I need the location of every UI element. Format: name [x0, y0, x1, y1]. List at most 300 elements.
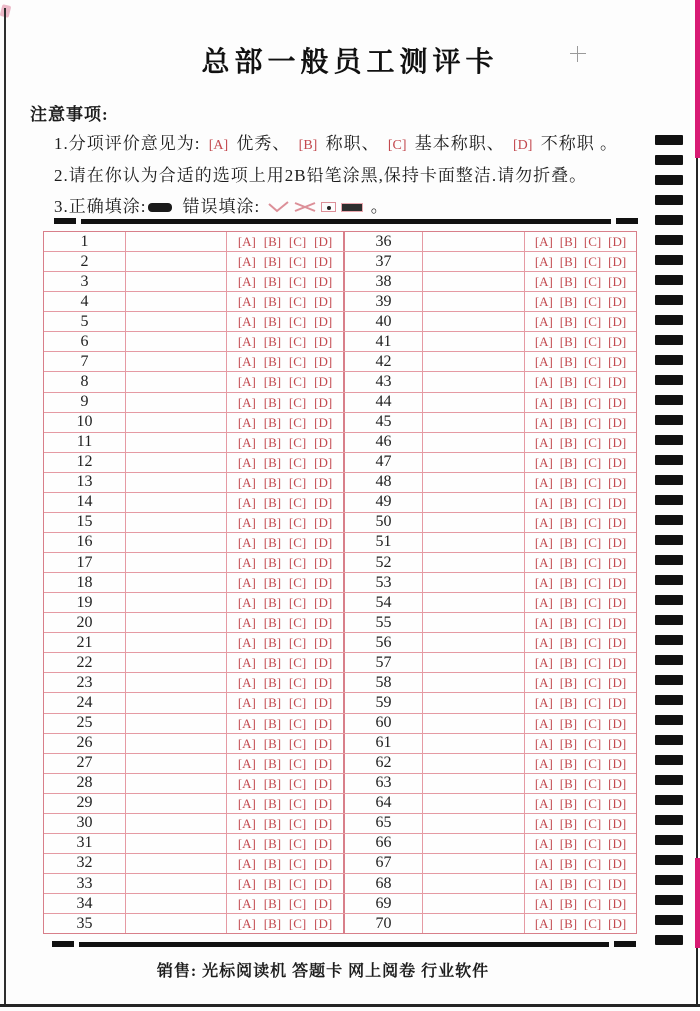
bubble-b[interactable]: [B]	[263, 916, 282, 932]
bubble-a[interactable]: [A]	[237, 334, 256, 350]
bubble-b[interactable]: [B]	[263, 394, 282, 410]
bubble-c[interactable]: [C]	[583, 494, 602, 510]
bubble-b[interactable]: [B]	[263, 374, 282, 390]
bubble-d[interactable]: [D]	[608, 234, 627, 250]
bubble-a[interactable]: [A]	[534, 675, 553, 691]
bubble-c[interactable]: [C]	[288, 835, 307, 851]
answer-row	[44, 372, 636, 392]
bubble-c[interactable]: [C]	[288, 494, 307, 510]
bubble-d[interactable]: [D]	[314, 775, 333, 791]
bubble-b[interactable]: [B]	[559, 835, 578, 851]
bubble-b[interactable]: [B]	[559, 675, 578, 691]
bubble-b[interactable]: [B]	[559, 595, 578, 611]
bubble-a[interactable]: [A]	[534, 294, 553, 310]
bubble-c[interactable]: [C]	[583, 254, 602, 270]
bubble-d[interactable]: [D]	[314, 534, 333, 550]
bubble-c[interactable]: [C]	[583, 474, 602, 490]
bubble-b[interactable]: [B]	[263, 635, 282, 651]
bubble-d[interactable]: [D]	[608, 896, 627, 912]
bubble-c[interactable]: [C]	[583, 876, 602, 892]
bubble-b[interactable]: [B]	[263, 334, 282, 350]
bubble-a[interactable]: [A]	[534, 374, 553, 390]
bubble-d[interactable]: [D]	[608, 715, 627, 731]
bubble-d[interactable]: [D]	[608, 414, 627, 430]
bubble-c[interactable]: [C]	[288, 615, 307, 631]
bubble-c[interactable]: [C]	[288, 414, 307, 430]
bubble-b[interactable]: [B]	[263, 354, 282, 370]
bubble-d[interactable]: [D]	[608, 675, 627, 691]
bubble-d[interactable]: [D]	[314, 434, 333, 450]
bubble-b[interactable]: [B]	[263, 615, 282, 631]
bubble-d[interactable]: [D]	[314, 815, 333, 831]
bubble-d[interactable]: [D]	[314, 655, 333, 671]
option-bubbles	[227, 352, 345, 371]
bubble-a[interactable]: [A]	[534, 715, 553, 731]
bubble-b[interactable]: [B]	[263, 735, 282, 751]
bubble-d[interactable]: [D]	[314, 715, 333, 731]
bubble-a[interactable]: [A]	[534, 916, 553, 932]
bubble-b[interactable]: [B]	[559, 314, 578, 330]
bubble-c[interactable]: [C]	[288, 575, 307, 591]
bubble-d[interactable]: [D]	[608, 795, 627, 811]
bubble-c[interactable]: [C]	[288, 354, 307, 370]
bubble-b[interactable]: [B]	[559, 294, 578, 310]
bubble-d[interactable]: [D]	[314, 855, 333, 871]
bubble-a[interactable]: [A]	[534, 755, 553, 771]
bubble-d[interactable]: [D]	[314, 354, 333, 370]
bubble-b[interactable]: [B]	[559, 514, 578, 530]
bubble-c[interactable]: [C]	[583, 835, 602, 851]
bubble-d[interactable]: [D]	[608, 916, 627, 932]
bubble-b[interactable]: [B]	[559, 394, 578, 410]
bubble-a[interactable]: [A]	[237, 715, 256, 731]
option-bubbles	[227, 433, 345, 452]
bubble-b[interactable]: [B]	[263, 534, 282, 550]
bubble-b[interactable]: [B]	[559, 334, 578, 350]
bubble-a[interactable]: [A]	[534, 655, 553, 671]
bubble-c[interactable]: [C]	[288, 454, 307, 470]
bubble-d[interactable]: [D]	[314, 595, 333, 611]
bubble-b[interactable]: [B]	[559, 254, 578, 270]
bubble-b[interactable]: [B]	[263, 896, 282, 912]
timing-mark	[655, 835, 683, 845]
bubble-a[interactable]: [A]	[237, 474, 256, 490]
bubble-b[interactable]: [B]	[559, 354, 578, 370]
bubble-b[interactable]: [B]	[559, 876, 578, 892]
bubble-b[interactable]: [B]	[263, 715, 282, 731]
bubble-b[interactable]: [B]	[263, 655, 282, 671]
write-in-cell	[126, 894, 227, 913]
bubble-b[interactable]: [B]	[559, 555, 578, 571]
bubble-d[interactable]: [D]	[314, 755, 333, 771]
bubble-c[interactable]: [C]	[288, 715, 307, 731]
bubble-d[interactable]: [D]	[314, 916, 333, 932]
bubble-d[interactable]: [D]	[314, 835, 333, 851]
bubble-d[interactable]: [D]	[314, 254, 333, 270]
bubble-a[interactable]: [A]	[534, 354, 553, 370]
bubble-a[interactable]: [A]	[534, 334, 553, 350]
bubble-b[interactable]: [B]	[559, 454, 578, 470]
bubble-d[interactable]: [D]	[608, 555, 627, 571]
bubble-d[interactable]: [D]	[608, 294, 627, 310]
bubble-b[interactable]: [B]	[263, 294, 282, 310]
bubble-b[interactable]: [B]	[263, 414, 282, 430]
bubble-b[interactable]: [B]	[263, 454, 282, 470]
bubble-d[interactable]: [D]	[314, 294, 333, 310]
bubble-a[interactable]: [A]	[534, 615, 553, 631]
bubble-a[interactable]: [A]	[534, 234, 553, 250]
bubble-a[interactable]: [A]	[534, 735, 553, 751]
bubble-c[interactable]: [C]	[583, 896, 602, 912]
bubble-a[interactable]: [A]	[534, 795, 553, 811]
bubble-a[interactable]: [A]	[237, 916, 256, 932]
bubble-a[interactable]: [A]	[237, 274, 256, 290]
bubble-c[interactable]: [C]	[583, 695, 602, 711]
bubble-d[interactable]: [D]	[314, 334, 333, 350]
bubble-a[interactable]: [A]	[534, 474, 553, 490]
option-b-label: 称职、	[325, 134, 380, 153]
bubble-d[interactable]: [D]	[608, 755, 627, 771]
bubble-a[interactable]: [A]	[237, 595, 256, 611]
bubble-d[interactable]: [D]	[608, 595, 627, 611]
bubble-a[interactable]: [A]	[237, 755, 256, 771]
bubble-b[interactable]: [B]	[263, 494, 282, 510]
bubble-a[interactable]: [A]	[534, 595, 553, 611]
bubble-b[interactable]: [B]	[559, 615, 578, 631]
bubble-a[interactable]: [A]	[237, 855, 256, 871]
bubble-c[interactable]: [C]	[583, 715, 602, 731]
bubble-a[interactable]: [A]	[237, 896, 256, 912]
bubble-a[interactable]: [A]	[237, 394, 256, 410]
bubble-b[interactable]: [B]	[263, 474, 282, 490]
bubble-c[interactable]: [C]	[288, 655, 307, 671]
bubble-c[interactable]: [C]	[288, 775, 307, 791]
bubble-d[interactable]: [D]	[608, 876, 627, 892]
bubble-c[interactable]: [C]	[288, 374, 307, 390]
answer-row	[44, 413, 636, 433]
bubble-d[interactable]: [D]	[314, 896, 333, 912]
bubble-d[interactable]: [D]	[608, 815, 627, 831]
bubble-a[interactable]: [A]	[237, 695, 256, 711]
bubble-d[interactable]: [D]	[314, 374, 333, 390]
bubble-c[interactable]: [C]	[583, 334, 602, 350]
timing-mark	[655, 855, 683, 865]
bubble-b[interactable]: [B]	[559, 795, 578, 811]
bubble-b[interactable]: [B]	[559, 575, 578, 591]
bubble-b[interactable]: [B]	[263, 575, 282, 591]
bubble-a[interactable]: [A]	[534, 434, 553, 450]
bubble-a[interactable]: [A]	[534, 775, 553, 791]
bubble-a[interactable]: [A]	[237, 795, 256, 811]
bubble-a[interactable]: [A]	[237, 234, 256, 250]
bubble-d[interactable]: [D]	[608, 394, 627, 410]
bubble-d[interactable]: [D]	[314, 494, 333, 510]
bubble-d[interactable]: [D]	[608, 354, 627, 370]
bubble-c[interactable]: [C]	[288, 534, 307, 550]
bubble-b[interactable]: [B]	[559, 896, 578, 912]
bubble-c[interactable]: [C]	[583, 294, 602, 310]
bubble-a[interactable]: [A]	[237, 454, 256, 470]
bubble-c[interactable]: [C]	[583, 855, 602, 871]
bubble-c[interactable]: [C]	[583, 655, 602, 671]
bubble-b[interactable]: [B]	[559, 815, 578, 831]
bubble-c[interactable]: [C]	[288, 795, 307, 811]
bubble-c[interactable]: [C]	[288, 474, 307, 490]
bubble-c[interactable]: [C]	[583, 575, 602, 591]
bubble-a[interactable]: [A]	[237, 835, 256, 851]
bubble-d[interactable]: [D]	[608, 775, 627, 791]
bubble-c[interactable]: [C]	[583, 354, 602, 370]
bubble-b[interactable]: [B]	[559, 635, 578, 651]
bubble-b[interactable]: [B]	[559, 494, 578, 510]
bubble-a[interactable]: [A]	[237, 735, 256, 751]
bubble-c[interactable]: [C]	[288, 595, 307, 611]
bubble-d[interactable]: [D]	[608, 655, 627, 671]
bubble-a[interactable]: [A]	[237, 815, 256, 831]
bubble-d[interactable]: [D]	[608, 695, 627, 711]
bubble-a[interactable]: [A]	[237, 534, 256, 550]
bubble-a[interactable]: [A]	[237, 414, 256, 430]
bubble-d[interactable]: [D]	[608, 534, 627, 550]
option-bubbles	[227, 794, 345, 813]
bubble-c[interactable]: [C]	[288, 896, 307, 912]
bubble-c[interactable]: [C]	[288, 274, 307, 290]
bubble-a[interactable]: [A]	[237, 354, 256, 370]
bubble-a[interactable]: [A]	[237, 575, 256, 591]
bubble-c[interactable]: [C]	[583, 434, 602, 450]
bubble-a[interactable]: [A]	[534, 896, 553, 912]
bubble-d[interactable]: [D]	[314, 735, 333, 751]
bubble-b[interactable]: [B]	[263, 775, 282, 791]
write-in-cell	[423, 874, 525, 893]
bubble-c[interactable]: [C]	[583, 775, 602, 791]
bubble-a[interactable]: [A]	[237, 635, 256, 651]
question-number: 8	[44, 372, 126, 391]
bubble-b[interactable]: [B]	[263, 695, 282, 711]
bubble-c[interactable]: [C]	[583, 815, 602, 831]
bubble-d[interactable]: [D]	[314, 795, 333, 811]
bubble-d[interactable]: [D]	[314, 414, 333, 430]
bubble-d[interactable]: [D]	[608, 514, 627, 530]
bubble-d[interactable]: [D]	[608, 575, 627, 591]
bubble-d[interactable]: [D]	[608, 735, 627, 751]
bubble-d[interactable]: [D]	[314, 635, 333, 651]
bubble-b[interactable]: [B]	[559, 855, 578, 871]
bubble-a[interactable]: [A]	[237, 655, 256, 671]
bubble-a[interactable]: [A]	[237, 675, 256, 691]
bubble-a[interactable]: [A]	[534, 454, 553, 470]
bubble-b[interactable]: [B]	[263, 274, 282, 290]
bubble-d[interactable]: [D]	[314, 454, 333, 470]
bubble-a[interactable]: [A]	[534, 254, 553, 270]
bubble-b[interactable]: [B]	[559, 735, 578, 751]
bubble-c[interactable]: [C]	[288, 855, 307, 871]
bubble-a[interactable]: [A]	[237, 615, 256, 631]
bubble-d[interactable]: [D]	[314, 474, 333, 490]
bubble-a[interactable]: [A]	[237, 374, 256, 390]
bubble-d[interactable]: [D]	[314, 314, 333, 330]
bubble-d[interactable]: [D]	[608, 374, 627, 390]
bubble-c[interactable]: [C]	[583, 735, 602, 751]
bubble-a[interactable]: [A]	[534, 494, 553, 510]
bubble-c[interactable]: [C]	[288, 394, 307, 410]
bubble-c[interactable]: [C]	[583, 595, 602, 611]
bubble-d[interactable]: [D]	[608, 434, 627, 450]
bubble-b[interactable]: [B]	[559, 434, 578, 450]
bubble-b[interactable]: [B]	[263, 675, 282, 691]
bubble-b[interactable]: [B]	[263, 514, 282, 530]
bubble-b[interactable]: [B]	[263, 855, 282, 871]
bubble-c[interactable]: [C]	[583, 234, 602, 250]
bubble-c[interactable]: [C]	[583, 394, 602, 410]
bubble-a[interactable]: [A]	[237, 314, 256, 330]
question-number: 24	[44, 693, 126, 712]
bubble-c[interactable]: [C]	[583, 374, 602, 390]
bubble-d[interactable]: [D]	[314, 575, 333, 591]
bubble-b[interactable]: [B]	[263, 755, 282, 771]
bubble-a[interactable]: [A]	[534, 514, 553, 530]
bubble-a[interactable]: [A]	[237, 254, 256, 270]
bubble-d[interactable]: [D]	[608, 254, 627, 270]
bubble-c[interactable]: [C]	[288, 254, 307, 270]
bubble-c[interactable]: [C]	[288, 916, 307, 932]
bubble-c[interactable]: [C]	[288, 876, 307, 892]
bubble-c[interactable]: [C]	[288, 294, 307, 310]
bubble-c[interactable]: [C]	[583, 916, 602, 932]
bubble-b[interactable]: [B]	[559, 775, 578, 791]
bubble-c[interactable]: [C]	[583, 795, 602, 811]
bubble-d[interactable]: [D]	[608, 474, 627, 490]
bubble-d[interactable]: [D]	[608, 454, 627, 470]
bubble-a[interactable]: [A]	[237, 434, 256, 450]
bubble-d[interactable]: [D]	[314, 675, 333, 691]
bubble-c[interactable]: [C]	[583, 314, 602, 330]
bubble-d[interactable]: [D]	[314, 695, 333, 711]
option-bubbles	[227, 513, 345, 532]
bubble-b[interactable]: [B]	[559, 374, 578, 390]
bubble-a[interactable]: [A]	[534, 394, 553, 410]
write-in-cell	[126, 613, 227, 632]
bubble-c[interactable]: [C]	[583, 675, 602, 691]
bubble-c[interactable]: [C]	[583, 755, 602, 771]
bubble-a[interactable]: [A]	[534, 314, 553, 330]
bubble-b[interactable]: [B]	[559, 755, 578, 771]
bubble-b[interactable]: [B]	[559, 655, 578, 671]
bubble-d[interactable]: [D]	[608, 314, 627, 330]
bubble-b[interactable]: [B]	[263, 434, 282, 450]
bubble-d[interactable]: [D]	[314, 876, 333, 892]
bubble-b[interactable]: [B]	[559, 474, 578, 490]
bubble-d[interactable]: [D]	[314, 615, 333, 631]
bubble-a[interactable]: [A]	[534, 555, 553, 571]
bubble-a[interactable]: [A]	[237, 514, 256, 530]
bubble-a[interactable]: [A]	[237, 494, 256, 510]
bubble-c[interactable]: [C]	[288, 434, 307, 450]
bubble-d[interactable]: [D]	[314, 555, 333, 571]
bubble-c[interactable]: [C]	[288, 514, 307, 530]
bubble-a[interactable]: [A]	[237, 876, 256, 892]
bubble-c[interactable]: [C]	[288, 234, 307, 250]
bubble-c[interactable]: [C]	[583, 555, 602, 571]
bubble-c[interactable]: [C]	[288, 695, 307, 711]
bubble-c[interactable]: [C]	[583, 454, 602, 470]
bubble-a[interactable]: [A]	[237, 294, 256, 310]
bubble-b[interactable]: [B]	[263, 254, 282, 270]
bubble-a[interactable]: [A]	[534, 635, 553, 651]
bubble-a[interactable]: [A]	[534, 855, 553, 871]
bubble-a[interactable]: [A]	[534, 695, 553, 711]
bubble-b[interactable]: [B]	[263, 555, 282, 571]
bubble-d[interactable]: [D]	[608, 274, 627, 290]
bubble-c[interactable]: [C]	[288, 755, 307, 771]
bubble-b[interactable]: [B]	[559, 534, 578, 550]
bubble-d[interactable]: [D]	[314, 234, 333, 250]
bubble-b[interactable]: [B]	[559, 414, 578, 430]
bubble-b[interactable]: [B]	[263, 876, 282, 892]
bubble-b[interactable]: [B]	[263, 314, 282, 330]
bubble-c[interactable]: [C]	[583, 635, 602, 651]
instruction-2: 2.请在你认为合适的选项上用2B铅笔涂黑,保持卡面整洁.请勿折叠。	[54, 166, 588, 185]
bubble-d[interactable]: [D]	[314, 274, 333, 290]
bubble-b[interactable]: [B]	[559, 916, 578, 932]
bubble-c[interactable]: [C]	[288, 735, 307, 751]
bubble-d[interactable]: [D]	[608, 855, 627, 871]
bubble-d[interactable]: [D]	[608, 615, 627, 631]
bubble-b[interactable]: [B]	[263, 835, 282, 851]
bubble-a[interactable]: [A]	[237, 555, 256, 571]
bubble-b[interactable]: [B]	[263, 234, 282, 250]
bubble-b[interactable]: [B]	[559, 274, 578, 290]
bubble-a[interactable]: [A]	[534, 815, 553, 831]
bubble-b[interactable]: [B]	[263, 795, 282, 811]
bubble-b[interactable]: [B]	[559, 234, 578, 250]
bubble-c[interactable]: [C]	[288, 314, 307, 330]
write-in-cell	[126, 232, 227, 251]
bubble-d[interactable]: [D]	[608, 635, 627, 651]
bubble-d[interactable]: [D]	[608, 835, 627, 851]
bubble-b[interactable]: [B]	[263, 815, 282, 831]
bubble-b[interactable]: [B]	[559, 715, 578, 731]
bubble-c[interactable]: [C]	[583, 274, 602, 290]
bubble-c[interactable]: [C]	[288, 334, 307, 350]
bubble-a[interactable]: [A]	[534, 414, 553, 430]
bubble-d[interactable]: [D]	[608, 334, 627, 350]
timing-mark	[655, 535, 683, 545]
bubble-c[interactable]: [C]	[288, 675, 307, 691]
bubble-c[interactable]: [C]	[288, 635, 307, 651]
bubble-c[interactable]: [C]	[288, 555, 307, 571]
bubble-a[interactable]: [A]	[534, 274, 553, 290]
question-number: 11	[44, 433, 126, 452]
bubble-c[interactable]: [C]	[583, 414, 602, 430]
bubble-d[interactable]: [D]	[314, 394, 333, 410]
write-in-cell	[126, 774, 227, 793]
bubble-c[interactable]: [C]	[583, 534, 602, 550]
bubble-b[interactable]: [B]	[559, 695, 578, 711]
bubble-b[interactable]: [B]	[263, 595, 282, 611]
bubble-c[interactable]: [C]	[583, 615, 602, 631]
bubble-d[interactable]: [D]	[314, 514, 333, 530]
bubble-a[interactable]: [A]	[534, 575, 553, 591]
bubble-a[interactable]: [A]	[237, 775, 256, 791]
option-bubbles	[227, 473, 345, 492]
bubble-a[interactable]: [A]	[534, 876, 553, 892]
bubble-a[interactable]: [A]	[534, 835, 553, 851]
bubble-d[interactable]: [D]	[608, 494, 627, 510]
bubble-c[interactable]: [C]	[583, 514, 602, 530]
bubble-a[interactable]: [A]	[534, 534, 553, 550]
bubble-c[interactable]: [C]	[288, 815, 307, 831]
